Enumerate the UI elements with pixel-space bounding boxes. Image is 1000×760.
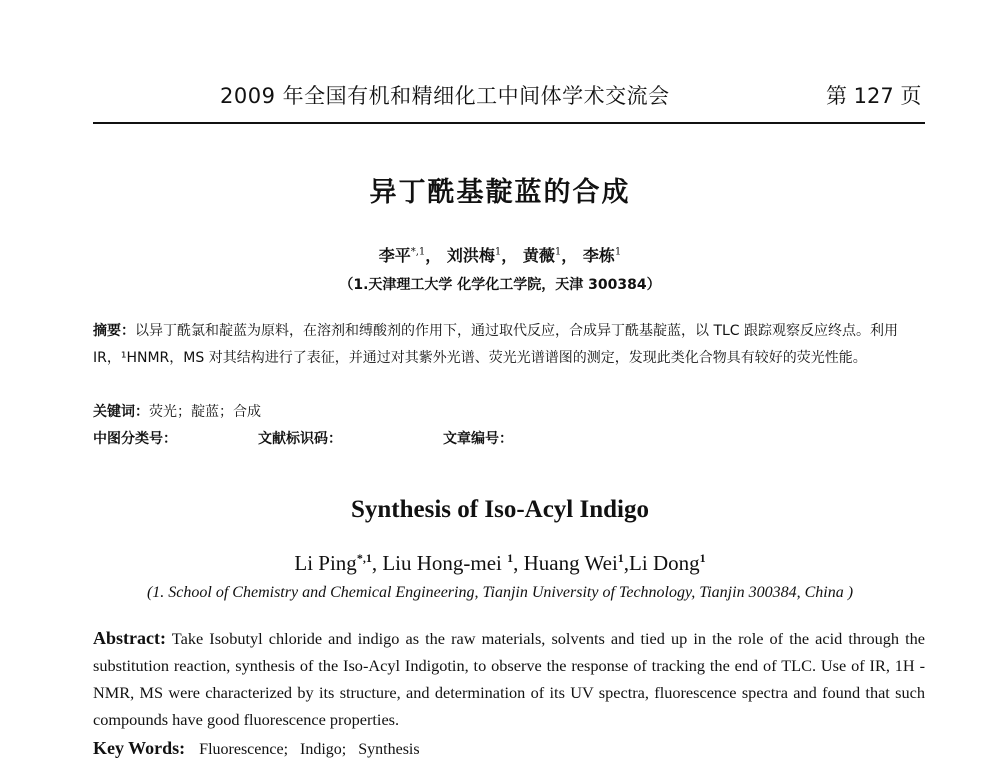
author-sep: ， — [501, 246, 518, 265]
author-sup: 1 — [614, 246, 622, 258]
page-number: 第 127 页 — [826, 84, 922, 108]
author-name: Li Dong — [629, 551, 700, 575]
keywords-text: Fluorescence; Indigo; Synthesis — [199, 741, 420, 758]
english-keywords — [93, 738, 420, 759]
author-sep: , — [513, 551, 524, 575]
author-sup: *,1 — [410, 246, 426, 258]
abstract-label: 摘要： — [93, 323, 135, 339]
chinese-keywords — [93, 401, 261, 421]
english-affiliation: (1. School of Chemistry and Chemical Engineering, Tianjin University of Technology, Tianjin 300384, China ) — [146, 584, 854, 601]
abstract-text: 以异丁酰氯和靛蓝为原料，在溶剂和缚酸剂的作用下，通过取代反应，合成异丁酰基靛蓝，以 TLC 跟踪观察反应终点。利用 IR，¹HNMR，MS 对其结构进行了表征，并通过对其紫外光谱、荧光光谱谱图的测定，发现此类化合物具有较好的荧光性能。 — [93, 323, 899, 366]
author-sep: ， — [561, 246, 578, 265]
english-authors — [0, 551, 1000, 576]
author-sup: 1 — [507, 551, 514, 565]
chinese-affiliation: （1.天津理工大学 化学化工学院，天津 300384） — [339, 277, 661, 293]
author-sep: ， — [425, 246, 442, 265]
english-abstract — [93, 625, 925, 733]
author-name: Li Ping — [294, 551, 357, 575]
author-sep: , — [623, 551, 630, 575]
english-title: Synthesis of Iso-Acyl Indigo — [351, 496, 649, 523]
author-sup: 1 — [494, 246, 502, 258]
keywords-label: 关键词： — [93, 404, 149, 420]
author-sup: 1 — [554, 246, 562, 258]
author-name: 黄薇 — [522, 246, 555, 265]
author-sep: , — [371, 551, 383, 575]
chinese-title: 异丁酰基靛蓝的合成 — [369, 177, 631, 208]
author-sup: 1 — [617, 551, 624, 565]
keywords-label: Key Words: — [93, 738, 186, 758]
class-number-label: 中图分类号： — [93, 431, 177, 447]
abstract-label: Abstract: — [93, 628, 166, 648]
author-sup: *,1 — [356, 551, 372, 565]
author-name: 李栋 — [582, 246, 615, 265]
conference-header: 2009 年全国有机和精细化工中间体学术交流会 — [220, 84, 670, 108]
author-name: Huang Wei — [523, 551, 618, 575]
article-number-label: 文章编号： — [443, 431, 513, 447]
author-name: Liu Hong-mei — [382, 551, 508, 575]
header-divider — [93, 122, 925, 124]
author-name: 李平 — [378, 246, 411, 265]
author-sup: 1 — [699, 551, 706, 565]
chinese-authors — [0, 243, 1000, 266]
chinese-abstract — [93, 318, 925, 372]
author-name: 刘洪梅 — [446, 246, 495, 265]
document-code-label: 文献标识码： — [258, 431, 342, 447]
abstract-text: Take Isobutyl chloride and indigo as the raw materials, solvents and tied up in the role of the acid through the substitution reaction, synthesis of the Iso-Acyl Indigotin, to observe the response of tracking the end of TLC. Use of IR, 1H -NMR, MS were characterized by its structure, and determination of its UV spectra, fluorescence spectra and found that such compounds have good fluorescence properties. — [93, 629, 926, 729]
keywords-text: 荧光；靛蓝；合成 — [149, 404, 261, 420]
